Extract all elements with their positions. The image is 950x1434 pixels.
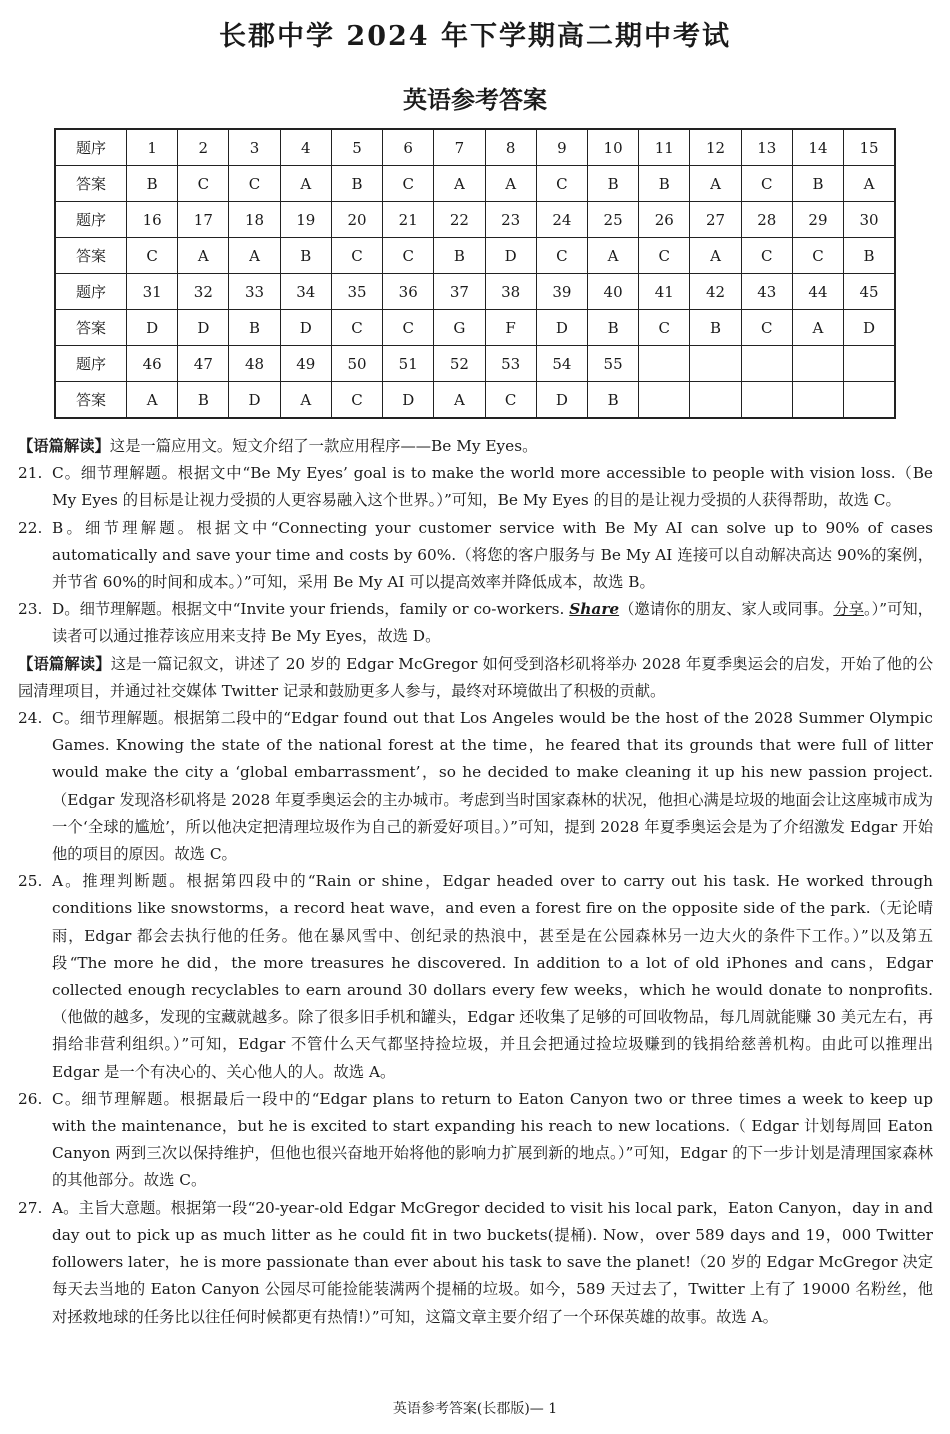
answer-cell: C [741,310,792,346]
answer-cell: B [434,238,485,274]
question-number-cell: 21 [383,202,434,238]
question-number-cell: 28 [741,202,792,238]
question-number-cell: 3 [229,129,280,166]
answer-cell: C [178,166,229,202]
answer-cell: B [587,382,638,419]
question-number-cell: 30 [844,202,895,238]
question-number-cell: 8 [485,129,536,166]
share-word-cn: 分享 [833,600,864,619]
answer-row [55,166,895,202]
answer-cell: D [280,310,331,346]
question-number-cell: 7 [434,129,485,166]
question-number-cell: 15 [844,129,895,166]
question-number-cell: 1 [127,129,178,166]
passage-summary-1 [18,433,933,460]
row-label: 题序 [55,274,127,310]
row-label: 题序 [55,202,127,238]
answer-cell: C [741,238,792,274]
row-label: 题序 [55,346,127,382]
question-number-cell: 19 [280,202,331,238]
question-number-cell: 14 [792,129,843,166]
answer-cell: A [485,166,536,202]
answer-cell: A [690,238,741,274]
question-number-cell: 54 [536,346,587,382]
question-number-cell: 33 [229,274,280,310]
question-number-cell: 35 [331,274,382,310]
answer-cell: B [587,310,638,346]
question-number-cell: 55 [587,346,638,382]
question-number-cell: 50 [331,346,382,382]
question-number-cell: 4 [280,129,331,166]
answer-cell: C [639,238,690,274]
question-number-cell: 2 [178,129,229,166]
row-label: 答案 [55,238,127,274]
question-number-row [55,202,895,238]
question-number-cell: 22 [434,202,485,238]
answer-cell: B [229,310,280,346]
answer-cell: C [741,166,792,202]
question-number-cell: 43 [741,274,792,310]
question-number-cell: 17 [178,202,229,238]
answer-cell: A [127,382,178,419]
question-21: 21. C。细节理解题。根据文中“Be My Eyes’ goal is to make the world more accessible to people with vision loss.（Be My Eyes 的目标是让视力受损的人更容易融入这个世界。）”可知，Be My Eyes 的目的是让视力受损的人获得帮助，故选 C。 [18,464,933,510]
answer-cell: A [587,238,638,274]
passage-summary-2 [18,651,933,705]
question-number-cell [792,346,843,382]
question-number-cell: 31 [127,274,178,310]
row-label: 题序 [55,129,127,166]
answer-cell: A [434,166,485,202]
answer-cell: D [485,238,536,274]
question-number-cell: 23 [485,202,536,238]
question-number-row [55,129,895,166]
answer-cell: B [639,166,690,202]
question-number-cell: 5 [331,129,382,166]
question-number-row [55,346,895,382]
question-number-cell [844,346,895,382]
answer-cell: C [127,238,178,274]
question-number-cell: 20 [331,202,382,238]
answer-cell: A [280,382,331,419]
answer-cell: B [587,166,638,202]
question-number-cell: 26 [639,202,690,238]
answer-row [55,238,895,274]
answer-cell: C [331,382,382,419]
answer-cell: D [178,310,229,346]
question-number-cell: 29 [792,202,843,238]
question-number-cell [741,346,792,382]
question-number-cell: 44 [792,274,843,310]
answer-cell: C [383,238,434,274]
question-number-cell: 6 [383,129,434,166]
answer-cell: C [331,310,382,346]
question-22: 22. B。细节理解题。根据文中“Connecting your customer service with Be My AI can solve up to 90% of cases automatically and save your time and costs by 60%.（将您的客户服务与 Be My AI 连接可以自动解决高达 90%的案例，并节省 60%的时间和成本。）”可知，采用 Be My AI 可以提高效率并降低成本，故选 B。 [18,518,933,592]
answer-cell: A [844,166,895,202]
question-number-cell: 9 [536,129,587,166]
question-number-cell: 38 [485,274,536,310]
question-number-cell: 41 [639,274,690,310]
answer-cell: B [127,166,178,202]
question-number-cell [639,346,690,382]
question-number-cell: 24 [536,202,587,238]
answer-cell: B [690,310,741,346]
question-number-cell: 51 [383,346,434,382]
answer-explanations [18,433,933,1331]
question-number-cell: 53 [485,346,536,382]
section-label: 【语篇解读】 [18,654,111,673]
answer-cell: A [434,382,485,419]
row-label: 答案 [55,382,127,419]
answer-cell: B [178,382,229,419]
question-number-cell: 34 [280,274,331,310]
question-number-cell [690,346,741,382]
answer-cell: C [229,166,280,202]
question-number-cell: 37 [434,274,485,310]
question-number-cell: 10 [587,129,638,166]
answer-cell [741,382,792,419]
answer-cell [844,382,895,419]
answer-cell: B [280,238,331,274]
row-label: 答案 [55,310,127,346]
answer-cell: C [536,238,587,274]
question-number-cell: 42 [690,274,741,310]
answer-cell: C [331,238,382,274]
share-word: Share [569,600,620,619]
answer-cell: B [792,166,843,202]
question-number-cell: 18 [229,202,280,238]
question-number-cell: 25 [587,202,638,238]
page-footer: 英语参考答案(长郡版)— 1 [392,1401,558,1417]
answer-row [55,382,895,419]
answer-cell: C [792,238,843,274]
answer-table [54,128,896,419]
answer-cell: B [331,166,382,202]
question-23: 23. D。细节理解题。根据文中“Invite your friends，family or co-workers. Share（邀请你的朋友、家人或同事。分享。）”可知，读者可以通过推荐该应用来支持 Be My Eyes，故选 D。 [18,600,933,646]
answer-cell: C [639,310,690,346]
question-number-cell: 12 [690,129,741,166]
question-number-cell: 45 [844,274,895,310]
answer-cell: F [485,310,536,346]
question-number-cell: 52 [434,346,485,382]
question-number-cell: 16 [127,202,178,238]
page-subtitle: 英语参考答案 [403,85,547,114]
answer-cell: D [536,310,587,346]
answer-cell: D [229,382,280,419]
question-number-cell: 48 [229,346,280,382]
question-number-cell: 49 [280,346,331,382]
answer-cell: A [690,166,741,202]
section-label: 【语篇解读】 [18,437,110,455]
question-number-cell: 11 [639,129,690,166]
question-number-cell: 40 [587,274,638,310]
question-number-cell: 32 [178,274,229,310]
question-number-cell: 36 [383,274,434,310]
section-text: 这是一篇应用文。短文介绍了一款应用程序——Be My Eyes。 [109,437,538,455]
question-number-cell: 13 [741,129,792,166]
question-number-cell: 27 [690,202,741,238]
section-text: 这是一篇记叙文，讲述了 20 岁的 Edgar McGregor 如何受到洛杉矶将举办 2028 年夏季奥运会的启发，开始了他的公园清理项目，并通过社交媒体 Twitter 记录和鼓励更多人参与，最终对环境做出了积极的贡献。 [18,654,933,700]
answer-cell: A [792,310,843,346]
answer-cell: D [383,382,434,419]
answer-cell: A [229,238,280,274]
question-24: 24. C。细节理解题。根据第二段中的“Edgar found out that Los Angeles would be the host of the 2028 Summer Olympic Games. Knowing the state of the national forest at the time，he feared that its grounds that were full of litter would make the city a ‘global embarrassment’，so he decided to make cleaning it up his new passion project.（Edgar 发现洛杉矶将是 2028 年夏季奥运会的主办城市。考虑到当时国家森林的状况，他担心满是垃圾的地面会让这座城市成为一个‘全球的尴尬’，所以他决定把清理垃圾作为自己的新爱好项目。）”可知，提到 2028 年夏季奥运会是为了介绍激发 Edgar 开始他的项目的原因。故选 C。 [18,709,933,864]
answer-cell [639,382,690,419]
answer-cell: C [383,310,434,346]
question-26: 26. C。细节理解题。根据最后一段中的“Edgar plans to return to Eaton Canyon two or three times a week to keep up with the maintenance，but he is excited to start expanding his reach to new locations.（ Edgar 计划每周回 Eaton Canyon 两到三次以保持维护，但他也很兴奋地开始将他的影响力扩展到新的地点。）”可知，Edgar 的下一步计划是清理国家森林的其他部分。故选 C。 [18,1089,933,1190]
answer-cell: A [178,238,229,274]
answer-cell: C [383,166,434,202]
question-number-cell: 46 [127,346,178,382]
answer-cell [690,382,741,419]
question-27: 27. A。主旨大意题。根据第一段“20-year-old Edgar McGregor decided to visit his local park，Eaton Canyon，day in and day out to pick up as much litter as he could fit in two buckets(提桶). Now，over 589 days and 19，000 Twitter followers later，he is more passionate than ever about his task to save the planet!（20 岁的 Edgar McGregor 决定每天去当地的 Eaton Canyon 公园尽可能捡能装满两个提桶的垃圾。如今，589 天过去了，Twitter 上有了 19000 名粉丝，他对拯救地球的任务比以往任何时候都更有热情!）”可知，这篇文章主要介绍了一个环保英雄的故事。故选 A。 [18,1198,933,1326]
answer-row [55,310,895,346]
row-label: 答案 [55,166,127,202]
answer-cell: G [434,310,485,346]
answer-cell [792,382,843,419]
page-title: 长郡中学 2024 年下学期高二期中考试 [219,21,731,52]
question-number-row [55,274,895,310]
question-25: 25. A。推理判断题。根据第四段中的“Rain or shine，Edgar headed over to carry out his task. He worked through conditions like snowstorms，a record heat wave，and even a forest fire on the opposite side of the park.（无论晴雨，Edgar 都会去执行他的任务。他在暴风雪中、创纪录的热浪中，甚至是在公园森林另一边大火的条件下工作。）”以及第五段“The more he did，the more treasures he discovered. In addition to a lot of old iPhones and cans，Edgar collected enough recyclables to earn around 30 dollars every few weeks，which he would donate to nonprofits.（他做的越多，发现的宝藏就越多。除了很多旧手机和罐头，Edgar 还收集了足够的可回收物品，每几周就能赚 30 美元左右，再捐给非营利组织。）”可知，Edgar 不管什么天气都坚持捡垃圾，并且会把通过捡垃圾赚到的钱捐给慈善机构。由此可以推理出 Edgar 是一个有决心的、关心他人的人。故选 A。 [18,872,933,1081]
answer-cell: D [127,310,178,346]
answer-cell: A [280,166,331,202]
answer-cell: D [844,310,895,346]
answer-cell: C [536,166,587,202]
answer-cell: D [536,382,587,419]
question-number-cell: 47 [178,346,229,382]
question-number-cell: 39 [536,274,587,310]
answer-cell: B [844,238,895,274]
answer-cell: C [485,382,536,419]
